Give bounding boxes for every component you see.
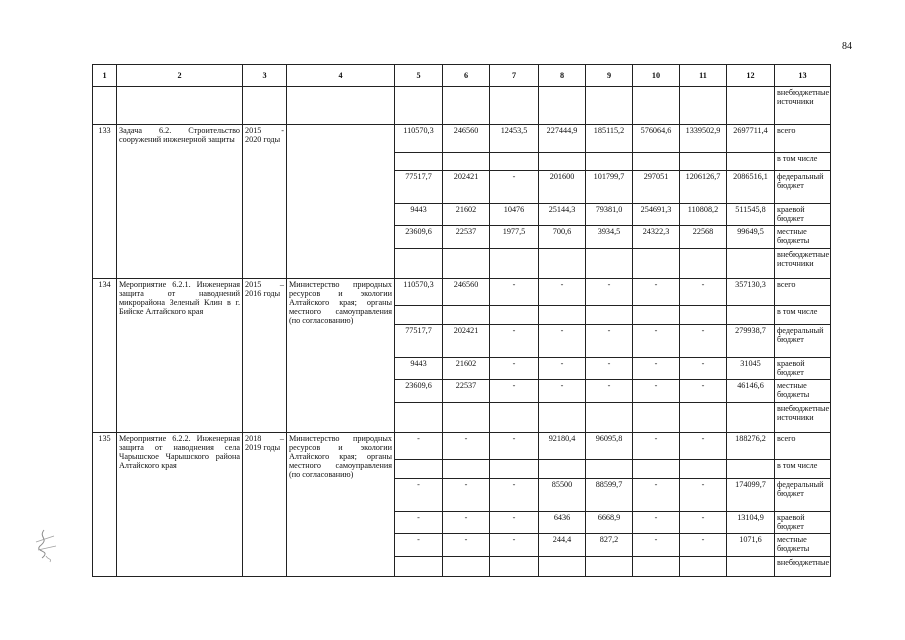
value-cell: - [633,478,680,511]
value-cell: 110570,3 [395,278,443,306]
value-cell: - [633,380,680,402]
value-cell: - [633,432,680,460]
source-label: внебюджетные источники [775,248,831,278]
header-cell: 5 [395,65,443,87]
value-cell: - [443,534,490,556]
empty-cell [539,87,586,124]
source-label: всего [775,432,831,460]
empty-cell [93,87,117,124]
source-label: федеральный бюджет [775,324,831,357]
value-cell: 22537 [443,380,490,402]
value-cell: 9443 [395,203,443,225]
value-cell: 24322,3 [633,226,680,248]
empty-cell [727,306,775,324]
row-number: 135 [93,432,117,576]
empty-cell [395,152,443,170]
empty-cell [633,402,680,432]
budget-table [92,64,831,577]
handwritten-mark [30,528,60,564]
value-cell: - [443,511,490,533]
empty-cell [586,248,633,278]
value-cell: - [443,432,490,460]
value-cell: 12453,5 [490,124,539,152]
empty-cell [727,460,775,478]
value-cell: 254691,3 [633,203,680,225]
empty-cell [586,556,633,576]
empty-cell [539,556,586,576]
value-cell: 202421 [443,170,490,203]
value-cell: 46146,6 [727,380,775,402]
value-cell: 22568 [680,226,727,248]
value-cell: - [443,478,490,511]
empty-cell [539,152,586,170]
value-cell: - [633,357,680,379]
header-cell: 6 [443,65,490,87]
value-cell: 92180,4 [539,432,586,460]
empty-cell [633,306,680,324]
activity-name: Мероприятие 6.2.2. Инженерная защита от наводнения села Чарышское Чарышского района Алтайского края [117,432,243,576]
value-cell: 110570,3 [395,124,443,152]
value-cell: - [680,324,727,357]
empty-cell [539,248,586,278]
header-cell: 10 [633,65,680,87]
empty-cell [395,556,443,576]
value-cell: 21602 [443,203,490,225]
activity-years: 2015 – 2016 годы [243,278,287,432]
empty-cell [539,460,586,478]
value-cell: 110808,2 [680,203,727,225]
empty-cell [586,460,633,478]
empty-cell [633,460,680,478]
value-cell: 357130,3 [727,278,775,306]
value-cell: - [490,380,539,402]
empty-cell [586,87,633,124]
value-cell: 6668,9 [586,511,633,533]
value-cell: 1206126,7 [680,170,727,203]
value-cell: 227444,9 [539,124,586,152]
empty-cell [443,87,490,124]
value-cell: - [490,170,539,203]
empty-cell [287,87,395,124]
value-cell: 99649,5 [727,226,775,248]
header-cell: 9 [586,65,633,87]
source-label: федеральный бюджет [775,170,831,203]
value-cell: 279938,7 [727,324,775,357]
header-cell: 1 [93,65,117,87]
empty-cell [727,556,775,576]
value-cell: 246560 [443,278,490,306]
empty-cell [727,87,775,124]
value-cell: - [490,478,539,511]
value-cell: 202421 [443,324,490,357]
activity-name: Задача 6.2. Строительство сооружений инженерной защиты [117,124,243,278]
value-cell: - [539,380,586,402]
source-label: внебюджетные [775,556,831,576]
page-number: 84 [842,41,852,52]
source-label: внебюджетные источники [775,402,831,432]
empty-cell [443,402,490,432]
executor [287,124,395,278]
table-row [93,278,831,306]
empty-cell [586,306,633,324]
empty-cell [490,152,539,170]
empty-cell [727,248,775,278]
value-cell: - [633,511,680,533]
value-cell: 22537 [443,226,490,248]
header-cell: 11 [680,65,727,87]
empty-cell [395,460,443,478]
value-cell: - [539,357,586,379]
value-cell: - [680,534,727,556]
value-cell: - [633,324,680,357]
empty-cell [443,152,490,170]
value-cell: 21602 [443,357,490,379]
source-label: внебюджетные источники [775,87,831,124]
empty-cell [680,87,727,124]
value-cell: 174099,7 [727,478,775,511]
value-cell: 77517,7 [395,170,443,203]
value-cell: - [490,357,539,379]
empty-cell [117,87,243,124]
header-cell: 8 [539,65,586,87]
source-label: краевой бюджет [775,203,831,225]
empty-cell [443,306,490,324]
header-cell: 7 [490,65,539,87]
value-cell: 246560 [443,124,490,152]
value-cell: - [680,278,727,306]
row-number: 134 [93,278,117,432]
value-cell: - [490,432,539,460]
empty-cell [586,402,633,432]
empty-cell [680,402,727,432]
header-cell: 12 [727,65,775,87]
empty-cell [395,87,443,124]
header-cell: 4 [287,65,395,87]
empty-cell [490,306,539,324]
row-number: 133 [93,124,117,278]
value-cell: - [680,357,727,379]
empty-cell [633,87,680,124]
value-cell: - [680,478,727,511]
value-cell: 101799,7 [586,170,633,203]
empty-cell [395,248,443,278]
value-cell: 85500 [539,478,586,511]
value-cell: - [586,357,633,379]
empty-cell [243,87,287,124]
value-cell: - [490,534,539,556]
value-cell: - [680,511,727,533]
table-row [93,87,831,124]
value-cell: 2697711,4 [727,124,775,152]
value-cell: - [490,324,539,357]
value-cell: 10476 [490,203,539,225]
empty-cell [680,556,727,576]
value-cell: 1339502,9 [680,124,727,152]
value-cell: - [539,324,586,357]
value-cell: - [395,432,443,460]
value-cell: 297051 [633,170,680,203]
header-cell: 13 [775,65,831,87]
value-cell: 96095,8 [586,432,633,460]
value-cell: - [539,278,586,306]
empty-cell [395,402,443,432]
value-cell: 576064,6 [633,124,680,152]
empty-cell [490,460,539,478]
value-cell: - [395,478,443,511]
empty-cell [680,248,727,278]
value-cell: 827,2 [586,534,633,556]
activity-years: 2015 - 2020 годы [243,124,287,278]
value-cell: 511545,8 [727,203,775,225]
value-cell: - [395,511,443,533]
table-row [93,124,831,152]
value-cell: 244,4 [539,534,586,556]
empty-cell [490,556,539,576]
source-label: краевой бюджет [775,511,831,533]
value-cell: - [680,432,727,460]
value-cell: 185115,2 [586,124,633,152]
value-cell: - [586,324,633,357]
empty-cell [727,402,775,432]
value-cell: - [490,511,539,533]
header-cell: 2 [117,65,243,87]
value-cell: 31045 [727,357,775,379]
source-label: краевой бюджет [775,357,831,379]
empty-cell [680,460,727,478]
empty-cell [633,152,680,170]
source-label: всего [775,278,831,306]
activity-years: 2018 – 2019 годы [243,432,287,576]
value-cell: 13104,9 [727,511,775,533]
value-cell: 79381,0 [586,203,633,225]
value-cell: 2086516,1 [727,170,775,203]
empty-cell [539,306,586,324]
header-cell: 3 [243,65,287,87]
value-cell: 3934,5 [586,226,633,248]
empty-cell [680,152,727,170]
empty-cell [395,306,443,324]
source-label: в том числе [775,152,831,170]
source-label: местные бюджеты [775,534,831,556]
value-cell: 77517,7 [395,324,443,357]
empty-cell [539,402,586,432]
empty-cell [490,402,539,432]
source-label: в том числе [775,306,831,324]
executor: Министерство природных ресурсов и экологии Алтайского края; органы местного самоуправления (по согласованию) [287,278,395,432]
value-cell: - [633,534,680,556]
value-cell: 188276,2 [727,432,775,460]
empty-cell [490,248,539,278]
source-label: местные бюджеты [775,226,831,248]
empty-cell [490,87,539,124]
value-cell: 88599,7 [586,478,633,511]
empty-cell [680,306,727,324]
value-cell: 1977,5 [490,226,539,248]
executor: Министерство природных ресурсов и экологии Алтайского края; органы местного самоуправления (по согласованию) [287,432,395,576]
value-cell: 23609,6 [395,226,443,248]
value-cell: 700,6 [539,226,586,248]
empty-cell [443,460,490,478]
source-label: всего [775,124,831,152]
value-cell: - [586,380,633,402]
value-cell: - [680,380,727,402]
empty-cell [633,248,680,278]
source-label: местные бюджеты [775,380,831,402]
source-label: в том числе [775,460,831,478]
value-cell: 6436 [539,511,586,533]
empty-cell [443,248,490,278]
value-cell: - [490,278,539,306]
value-cell: 23609,6 [395,380,443,402]
value-cell: 1071,6 [727,534,775,556]
activity-name: Мероприятие 6.2.1. Инженерная защита от наводнений микрорайона Зеленый Клин в г. Бийске Алтайского края [117,278,243,432]
value-cell: - [633,278,680,306]
empty-cell [727,152,775,170]
value-cell: - [586,278,633,306]
header-row [93,65,831,87]
empty-cell [443,556,490,576]
table-body [93,65,831,577]
source-label: федеральный бюджет [775,478,831,511]
empty-cell [633,556,680,576]
table-row [93,432,831,460]
value-cell: 201600 [539,170,586,203]
empty-cell [586,152,633,170]
value-cell: 9443 [395,357,443,379]
value-cell: 25144,3 [539,203,586,225]
value-cell: - [395,534,443,556]
